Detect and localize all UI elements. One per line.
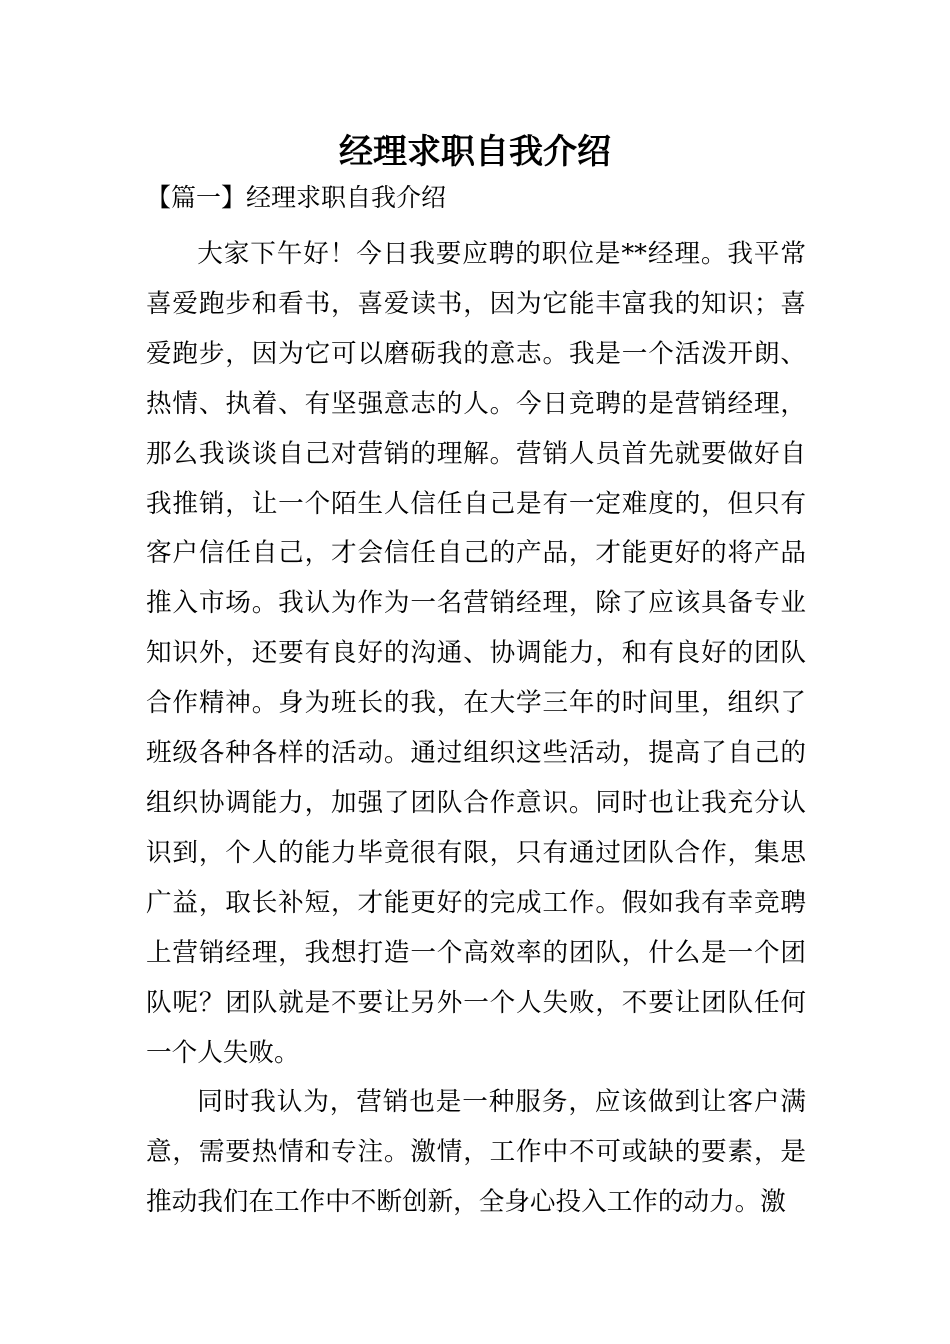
paragraph-2: 同时我认为，营销也是一种服务，应该做到让客户满意，需要热情和专注。激情，工作中不可或缺的要素，是推动我们在工作中不断创新，全身心投入工作的动力。激 bbox=[146, 1087, 806, 1218]
section-heading: 【篇一】经理求职自我介绍 bbox=[146, 183, 447, 212]
paragraph-1: 大家下午好！今日我要应聘的职位是**经理。我平常喜爱跑步和看书，喜爱读书，因为它能丰富我的知识；喜爱跑步，因为它可以磨砺我的意志。我是一个活泼开朗、热情、执着、有坚强意志的人。今日竞聘的是营销经理，那么我谈谈自己对营销的理解。营销人员首先就要做好自我推销，让一个陌生人信任自己是有一定难度的，但只有客户信任自己，才会信任自己的产品，才能更好的将产品推入市场。我认为作为一名营销经理，除了应该具备专业知识外，还要有良好的沟通、协调能力，和有良好的团队合作精神。身为班长的我，在大学三年的时间里，组织了班级各种各样的活动。通过组织这些活动，提高了自己的组织协调能力，加强了团队合作意识。同时也让我充分认识到，个人的能力毕竟很有限，只有通过团队合作，集思广益，取长补短，才能更好的完成工作。假如我有幸竞聘上营销经理，我想打造一个高效率的团队，什么是一个团队呢？团队就是不要让另外一个人失败，不要让团队任何一个人失败。 bbox=[146, 239, 806, 1068]
body-text bbox=[146, 230, 806, 1228]
document-title: 经理求职自我介绍 bbox=[339, 132, 611, 172]
